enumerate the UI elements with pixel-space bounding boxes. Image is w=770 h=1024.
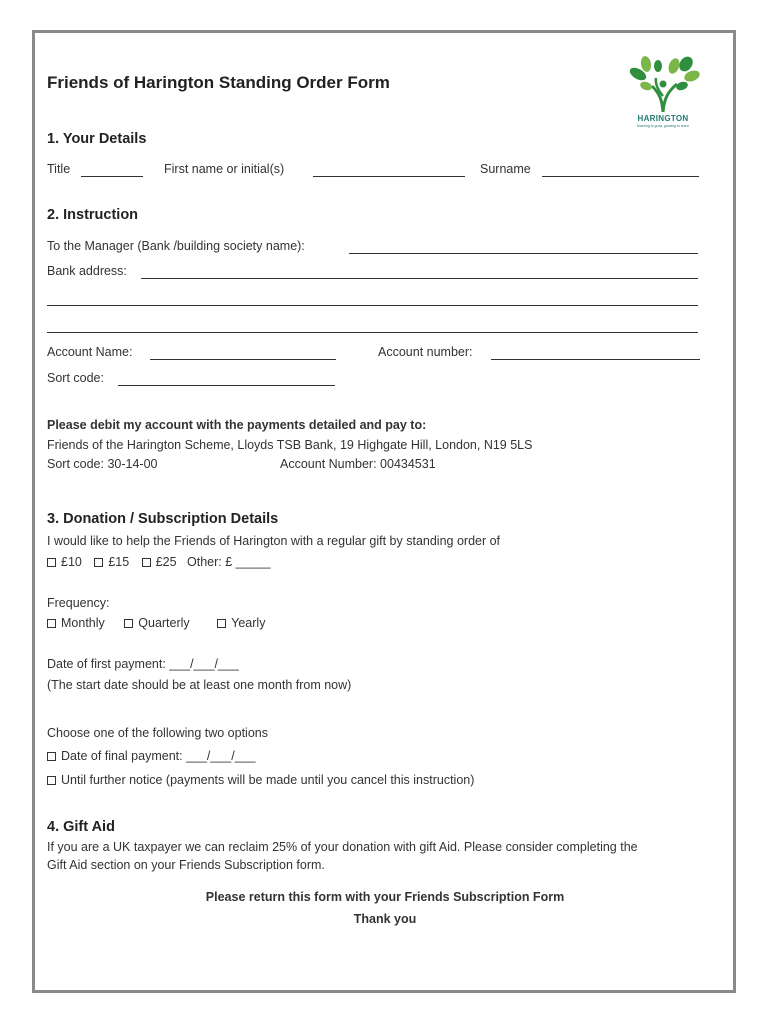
first-payment-date-field[interactable]: Date of first payment: ___/___/___ (47, 657, 239, 671)
frequency-monthly[interactable]: Monthly (47, 616, 105, 630)
logo-name: HARINGTON (637, 114, 689, 123)
account-number-label: Account number: (378, 345, 473, 359)
account-name-field[interactable] (150, 359, 336, 360)
account-name-label: Account Name: (47, 345, 133, 359)
frequency-yearly[interactable]: Yearly (217, 616, 265, 630)
amount-option-15[interactable]: £15 (94, 555, 129, 569)
title-label: Title (47, 162, 71, 176)
sort-code-field[interactable] (118, 385, 335, 386)
checkbox-icon[interactable] (47, 619, 56, 628)
bank-address-field-1[interactable] (141, 278, 698, 279)
checkbox-icon[interactable] (47, 776, 56, 785)
title-field[interactable] (81, 176, 143, 177)
section-heading-gift-aid: 4. Gift Aid (47, 819, 115, 835)
frequency-label: Frequency: (47, 596, 110, 610)
checkbox-icon[interactable] (124, 619, 133, 628)
firstname-label: First name or initial(s) (164, 162, 285, 176)
payee-sort-code: Sort code: 30-14-00 (47, 457, 158, 471)
amount-options (47, 555, 270, 569)
first-payment-note: (The start date should be at least one month from now) (47, 678, 352, 692)
return-note: Please return this form with your Friends Subscription Form (205, 890, 565, 904)
checkbox-icon[interactable] (217, 619, 226, 628)
frequency-options (47, 616, 265, 630)
until-notice-option[interactable]: Until further notice (payments will be made until you cancel this instruction) (47, 773, 474, 787)
payee-account-number: Account Number: 00434531 (280, 457, 436, 471)
checkbox-icon[interactable] (94, 558, 103, 567)
section-heading-details: 1. Your Details (47, 131, 147, 147)
amount-option-10[interactable]: £10 (47, 555, 82, 569)
checkbox-icon[interactable] (47, 752, 56, 761)
tree-logo-icon (622, 56, 704, 114)
checkbox-icon[interactable] (47, 558, 56, 567)
gift-aid-text-2: Gift Aid section on your Friends Subscription form. (47, 858, 325, 872)
account-number-field[interactable] (491, 359, 700, 360)
debit-instruction-heading: Please debit my account with the payments detailed and pay to: (47, 418, 427, 432)
bank-name-field[interactable] (349, 253, 698, 254)
final-payment-option[interactable]: Date of final payment: ___/___/___ (47, 749, 256, 763)
form-title: Friends of Harington Standing Order Form (47, 73, 390, 92)
thank-you: Thank you (353, 912, 417, 926)
surname-label: Surname (480, 162, 531, 176)
payee-details: Friends of the Harington Scheme, Lloyds TSB Bank, 19 Highgate Hill, London, N19 5LS (47, 438, 533, 452)
logo-tagline: learning to grow, growing to learn (637, 124, 689, 128)
harington-logo (622, 56, 704, 132)
surname-field[interactable] (542, 176, 699, 177)
choose-option-label: Choose one of the following two options (47, 726, 268, 740)
amount-other-field[interactable]: Other: £ _____ (187, 555, 271, 569)
gift-aid-text-1: If you are a UK taxpayer we can reclaim 25% of your donation with gift Aid. Please consider completing the (47, 840, 638, 854)
donation-intro: I would like to help the Friends of Harington with a regular gift by standing order of (47, 534, 501, 548)
section-heading-instruction: 2. Instruction (47, 207, 139, 223)
checkbox-icon[interactable] (142, 558, 151, 567)
bank-address-field-3[interactable] (47, 332, 698, 333)
sort-code-label: Sort code: (47, 371, 104, 385)
manager-label: To the Manager (Bank /building society name): (47, 239, 305, 253)
amount-option-25[interactable]: £25 (142, 555, 177, 569)
bank-address-label: Bank address: (47, 264, 127, 278)
bank-address-field-2[interactable] (47, 305, 698, 306)
section-heading-donation: 3. Donation / Subscription Details (47, 511, 279, 527)
frequency-quarterly[interactable]: Quarterly (124, 616, 189, 630)
firstname-field[interactable] (313, 176, 465, 177)
